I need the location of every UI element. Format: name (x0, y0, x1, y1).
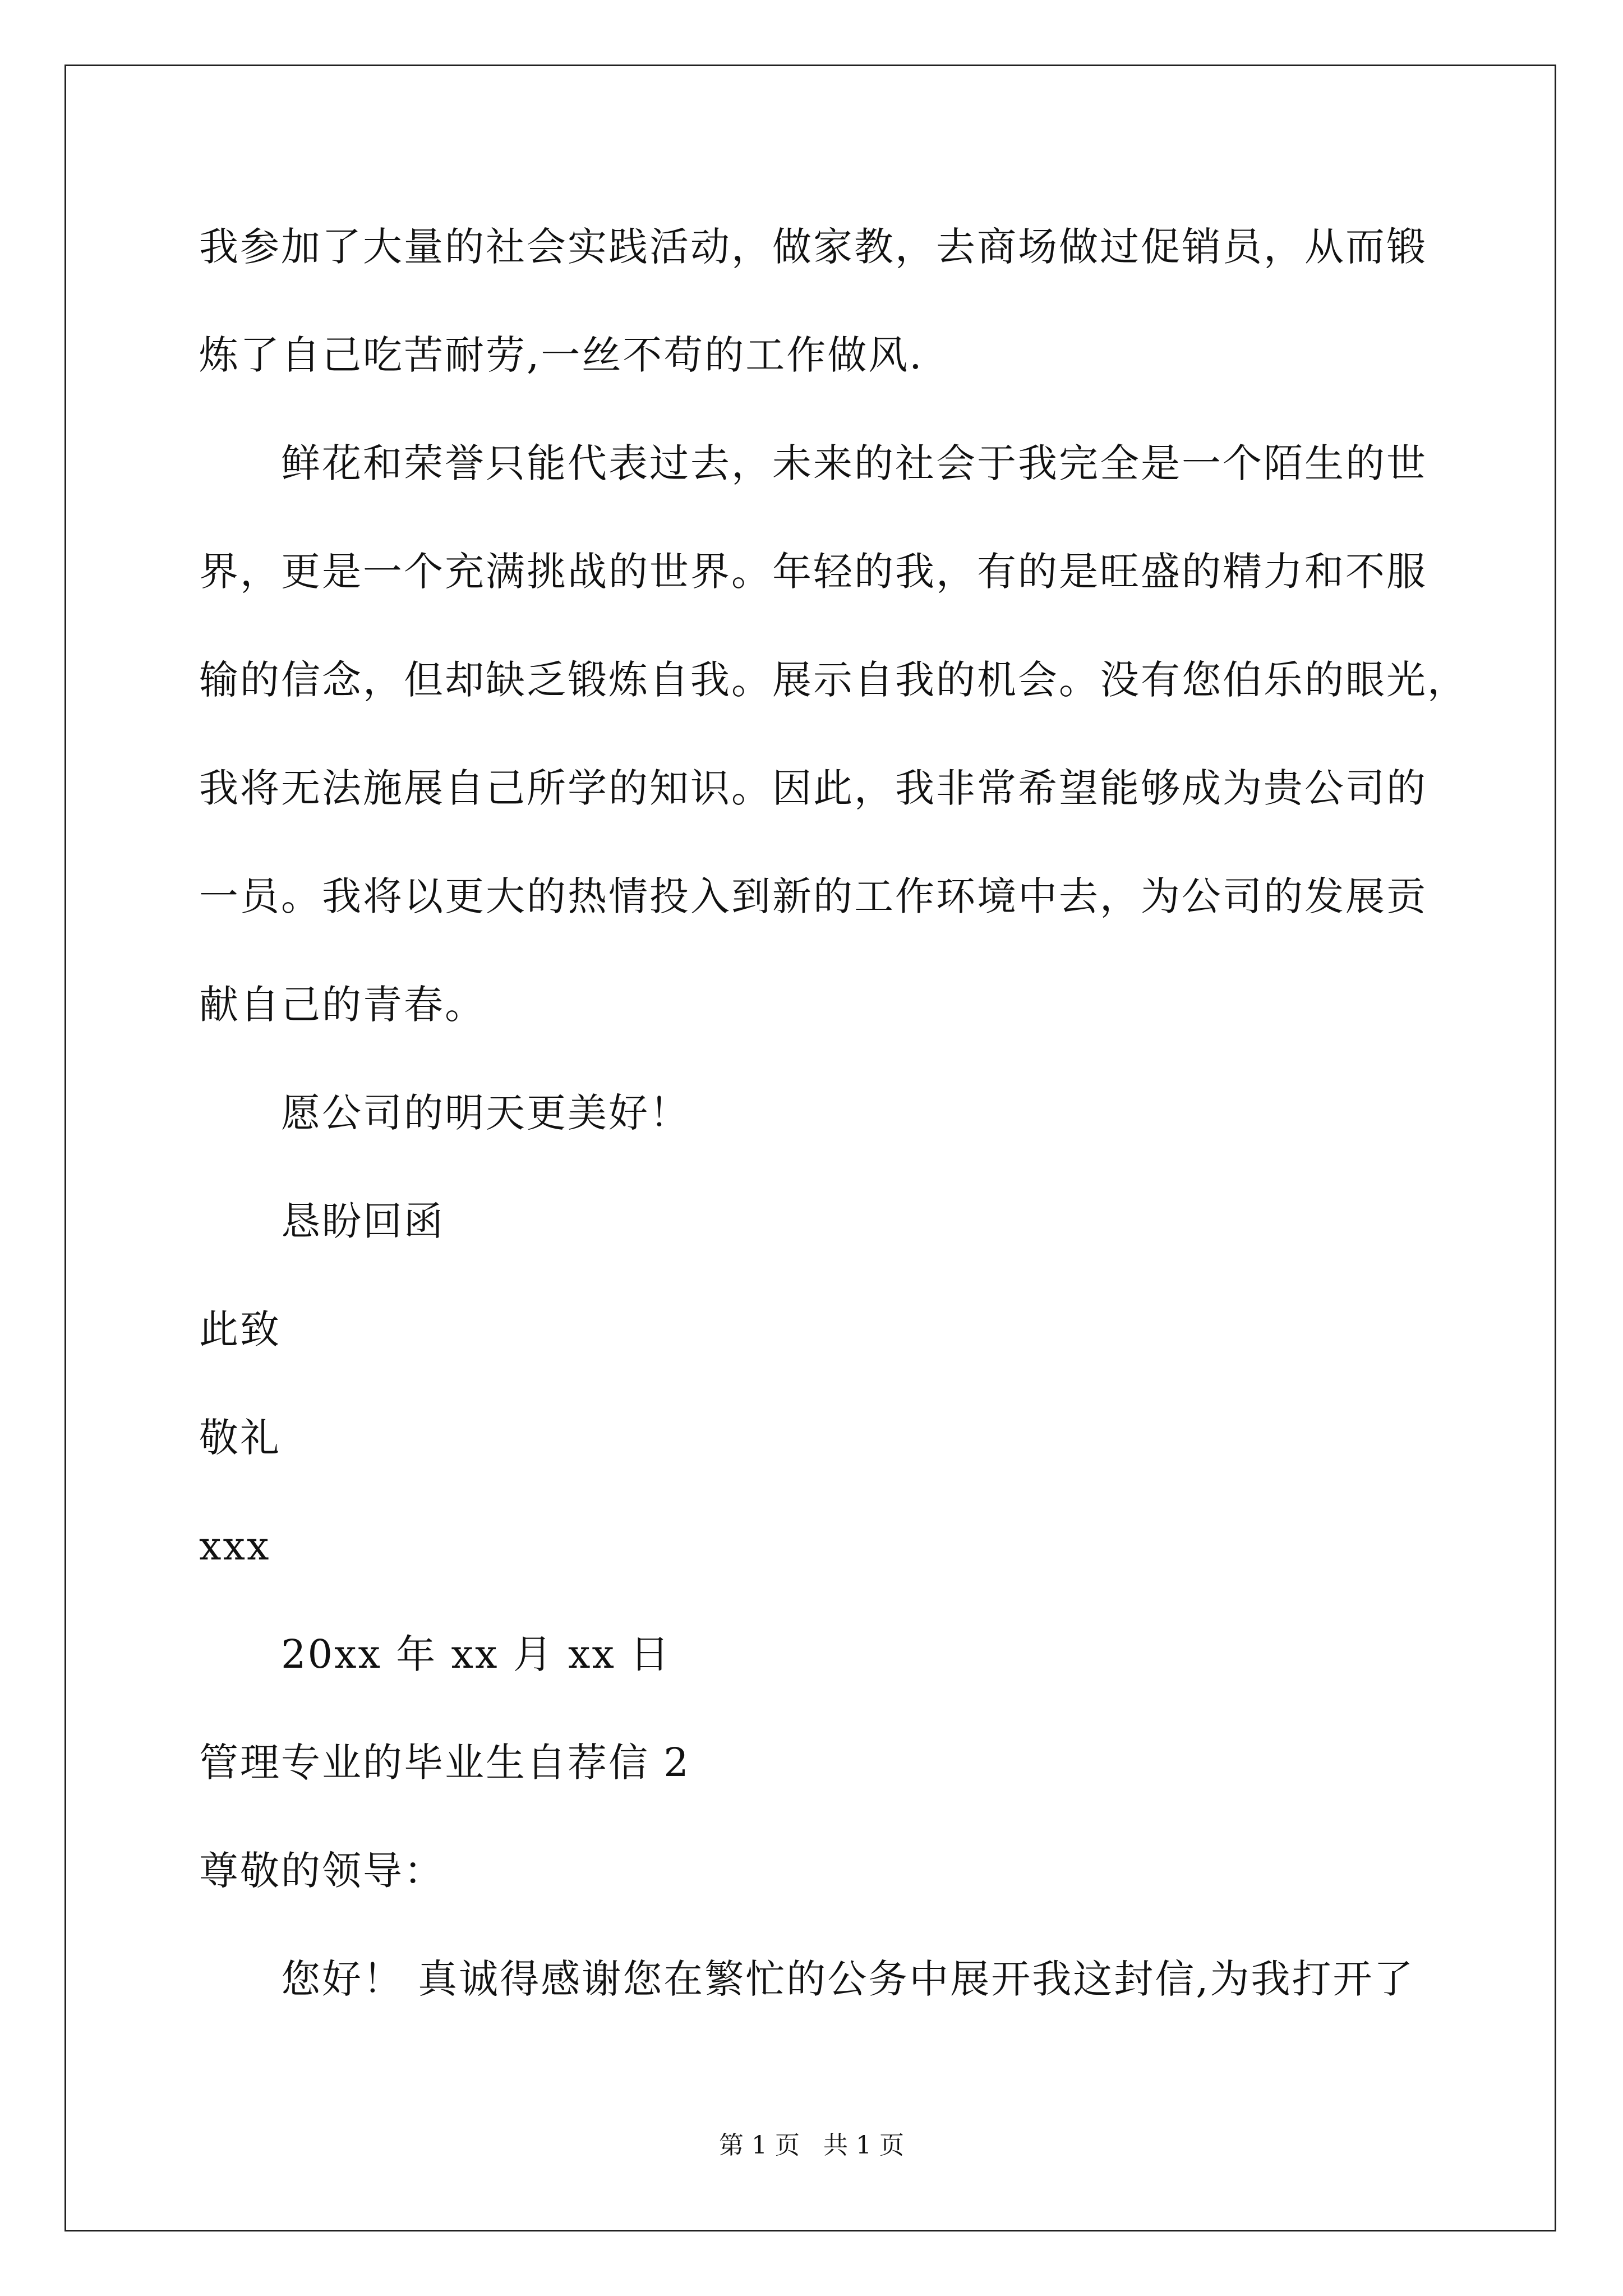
paragraph-line: 我参加了大量的社会实践活动，做家教，去商场做过促销员，从而锻 (199, 224, 1427, 270)
paragraph-line: 您好！ 真诚得感谢您在繁忙的公务中展开我这封信,为我打开了 (281, 1956, 1415, 2002)
closing-wish: 愿公司的明天更美好！ (281, 1090, 690, 1136)
salutation-regards: 敬礼 (199, 1415, 281, 1461)
paragraph-line: 我将无法施展自己所学的知识。因此，我非常希望能够成为贵公司的 (199, 765, 1427, 811)
paragraph-line: 鲜花和荣誉只能代表过去，未来的社会于我完全是一个陌生的世 (281, 440, 1427, 486)
letter-body (199, 213, 1468, 2054)
paragraph-line: 献自己的青春。 (199, 982, 486, 1028)
salutation-closing: 此致 (199, 1306, 281, 1352)
paragraph-line: 一员。我将以更大的热情投入到新的工作环境中去，为公司的发展贡 (199, 873, 1427, 919)
paragraph-line: 炼了自己吃苦耐劳,一丝不苟的工作做风. (199, 332, 924, 378)
paragraph-line: 界，更是一个充满挑战的世界。年轻的我，有的是旺盛的精力和不服 (199, 549, 1427, 595)
letter-date: 20xx 年 xx 月 xx 日 (281, 1631, 671, 1677)
letter-greeting: 尊敬的领导： (199, 1848, 445, 1894)
signature-name: xxx (199, 1523, 271, 1569)
closing-request: 恳盼回函 (281, 1198, 445, 1244)
paragraph-line: 输的信念，但却缺乏锻炼自我。展示自我的机会。没有您伯乐的眼光， (199, 657, 1468, 703)
page-footer: 第 1 页 共 1 页 (719, 2131, 904, 2160)
section-title: 管理专业的毕业生自荐信 2 (199, 1740, 690, 1786)
